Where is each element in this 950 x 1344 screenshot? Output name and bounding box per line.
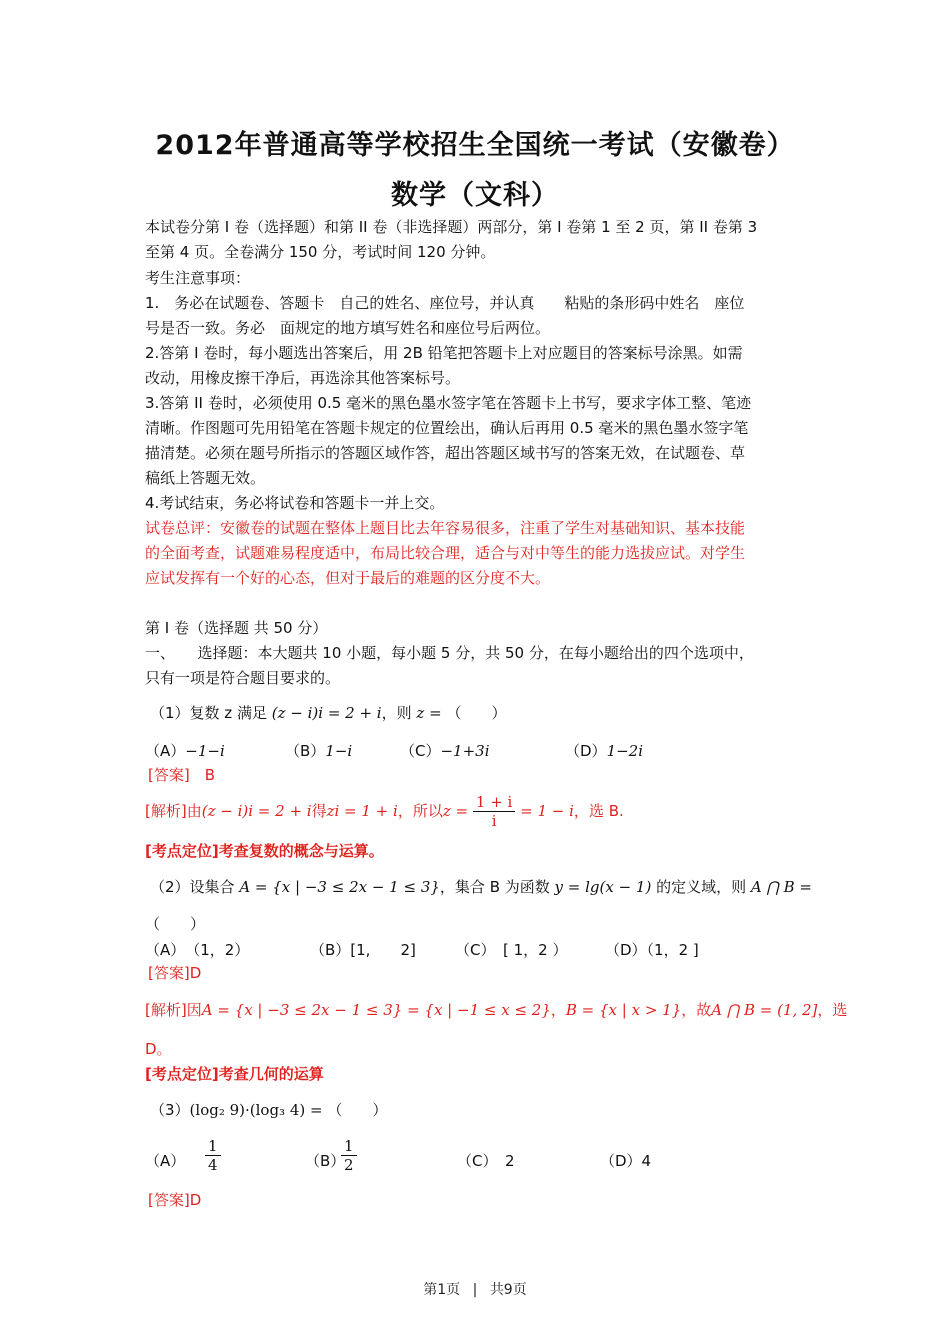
q3-option-b-fraction xyxy=(341,1137,357,1174)
q1-fraction-denominator: i xyxy=(491,812,497,830)
q2-option-d: （D）（1，2 ] xyxy=(605,941,699,959)
intro-line: 3.答第 II 卷时，必须使用 0.5 毫米的黑色墨水签字笔在答题卡上书写，要求字体工整、笔迹 xyxy=(145,394,752,412)
q3-stem-blank: （ ） xyxy=(327,1101,388,1119)
q1-option-c-value: −1+3i xyxy=(440,742,490,760)
q1-option-b-value: 1−i xyxy=(325,742,353,760)
q2-analysis-text: ，选 xyxy=(817,1001,848,1019)
q1-point: [考点定位]考查复数的概念与运算。 xyxy=(145,842,384,860)
intro-line: 1. 务必在试题卷、答题卡 自己的姓名、座位号，并认真 粘贴的条形码中姓名 座位 xyxy=(145,294,745,312)
q1-fraction xyxy=(473,793,515,830)
q3-option-c: （C） 2 xyxy=(457,1152,515,1170)
q2-option-a: （A） （1，2） xyxy=(145,941,250,959)
section-title: 第 I 卷（选择题 共 50 分） xyxy=(145,619,328,637)
q2-option-b: （B）[1, 2] xyxy=(310,941,416,959)
review-line: 试卷总评：安徽卷的试题在整体上题目比去年容易很多，注重了学生对基础知识、基本技能 xyxy=(145,519,746,537)
q2-stem-math: y = lg(x − 1) xyxy=(554,878,652,896)
question-3-stem xyxy=(150,1100,820,1120)
q1-option-c-label: （C） xyxy=(400,742,441,760)
q1-option-d-value: 1−2i xyxy=(606,742,644,760)
q2-analysis-math: A = {x | −3 ≤ 2x − 1 ≤ 3} = {x | −1 ≤ x ≤ 2} xyxy=(201,1001,551,1019)
q2-stem-text: ，集合 B 为函数 xyxy=(439,878,550,896)
q1-option-a-value: −1−i xyxy=(185,742,225,760)
q3-stem-text: （3） xyxy=(150,1101,190,1119)
question-3-options xyxy=(145,1137,815,1187)
q3-option-b-label: （B） xyxy=(305,1152,346,1170)
q1-stem-text: （1）复数 z 满足 xyxy=(150,704,267,722)
q1-option-b-label: （B） xyxy=(285,742,326,760)
total-pages: 共9页 xyxy=(489,1282,527,1298)
q1-analysis-math: z = xyxy=(442,802,469,820)
q1-stem-math: (z − i)i = 2 + i xyxy=(271,704,382,722)
q2-analysis-cont: D。 xyxy=(145,1040,172,1058)
section-desc-line: 一、 选择题：本大题共 10 小题，每小题 5 分，共 50 分，在每小题给出的四个选项中， xyxy=(145,644,754,662)
q2-analysis-math: B = {x | x > 1} xyxy=(565,1001,682,1019)
intro-line: 本试卷分第 I 卷（选择题）和第 II 卷（非选择题）两部分，第 I 卷第 1 至 2 页，第 II 卷第 3 xyxy=(145,218,758,236)
q1-option-b xyxy=(285,741,352,761)
q2-analysis-math: A ⋂ B = (1, 2] xyxy=(711,1001,818,1019)
q1-fraction-numerator: 1 + i xyxy=(473,793,515,812)
intro-line: 号是否一致。务必 面规定的地方填写姓名和座位号后两位。 xyxy=(145,319,551,337)
q2-analysis-text: [解析]因 xyxy=(145,1001,202,1019)
q3-option-a-denominator: 4 xyxy=(208,1156,218,1174)
page-footer xyxy=(0,1279,950,1299)
q3-stem-math: (log₂ 9)·(log₃ 4) = xyxy=(189,1101,323,1119)
q2-stem-math: A ⋂ B = xyxy=(750,878,812,896)
q1-analysis-text: [解析]由 xyxy=(145,802,202,820)
question-1-stem xyxy=(150,703,820,723)
page-subtitle: 数学（文科） xyxy=(391,180,559,211)
q3-option-d: （D）4 xyxy=(600,1152,652,1170)
q2-stem-math: A = {x | −3 ≤ 2x − 1 ≤ 3} xyxy=(239,878,440,896)
section-desc-line: 只有一项是符合题目要求的。 xyxy=(145,669,341,687)
q3-answer: [答案]D xyxy=(148,1191,202,1209)
q2-stem-text: （2）设集合 xyxy=(150,878,235,896)
q3-option-b-numerator: 1 xyxy=(341,1137,357,1156)
question-2-stem xyxy=(150,877,820,897)
q1-answer: [答案] B xyxy=(148,766,215,784)
review-line: 的全面考查，试题难易程度适中，布局比较合理，适合与对中等生的能力选拔应试。对学生 xyxy=(145,544,746,562)
q3-option-a-numerator: 1 xyxy=(205,1137,221,1156)
intro-line: 描清楚。必须在题号所指示的答题区域作答，超出答题区域书写的答案无效，在试题卷、草 xyxy=(145,444,746,462)
q1-option-d-label: （D） xyxy=(565,742,607,760)
q1-option-d xyxy=(565,741,643,761)
q2-answer: [答案]D xyxy=(148,964,202,982)
q2-analysis-text: ， xyxy=(550,1001,566,1019)
intro-line: 考生注意事项： xyxy=(145,269,251,287)
q1-stem-text: ，则 xyxy=(381,704,412,722)
intro-line: 清晰。作图题可先用铅笔在答题卡规定的位置绘出，确认后再用 0.5 毫米的黑色墨水签字笔 xyxy=(145,419,749,437)
q1-analysis-text: ，选 B. xyxy=(573,802,624,820)
q1-stem-blank: （ ） xyxy=(446,704,507,722)
footer-separator: | xyxy=(472,1282,478,1298)
q2-stem-blank: （ ） xyxy=(145,915,206,933)
q1-analysis-math: zi = 1 + i xyxy=(326,802,398,820)
intro-line: 至第 4 页。全卷满分 150 分，考试时间 120 分钟。 xyxy=(145,243,496,261)
intro-line: 改动，用橡皮擦干净后，再选涂其他答案标号。 xyxy=(145,369,461,387)
intro-line: 4.考试结束，务必将试卷和答题卡一并上交。 xyxy=(145,494,445,512)
q2-stem-text: 的定义域，则 xyxy=(656,878,747,896)
q1-option-a xyxy=(145,741,225,761)
q1-analysis xyxy=(145,792,815,830)
q1-option-a-label: （A） xyxy=(145,742,186,760)
q1-analysis-math: = 1 − i xyxy=(520,802,574,820)
review-line: 应试发挥有一个好的心态，但对于最后的难题的区分度不大。 xyxy=(145,569,551,587)
q2-analysis xyxy=(145,1000,848,1020)
intro-line: 稿纸上答题无效。 xyxy=(145,469,266,487)
q3-option-b-denominator: 2 xyxy=(344,1156,354,1174)
q2-analysis-text: ，故 xyxy=(681,1001,712,1019)
page-number: 第1页 xyxy=(423,1282,461,1298)
q1-analysis-text: ，所以 xyxy=(397,802,443,820)
q1-analysis-math: (z − i)i = 2 + i xyxy=(201,802,312,820)
q3-option-a-fraction xyxy=(205,1137,221,1174)
q2-option-c: （C） [ 1，2 ） xyxy=(455,941,568,959)
q1-analysis-text: 得 xyxy=(311,802,327,820)
q3-option-a-label: （A） xyxy=(145,1152,186,1170)
intro-line: 2.答第 I 卷时，每小题选出答案后，用 2B 铅笔把答题卡上对应题目的答案标号涂黑。如需 xyxy=(145,344,743,362)
page-title: 2012年普通高等学校招生全国统一考试（安徽卷） xyxy=(155,130,795,161)
q1-stem-math: z = xyxy=(416,704,442,722)
q1-option-c xyxy=(400,741,490,761)
q2-point: [考点定位]考查几何的运算 xyxy=(145,1065,324,1083)
